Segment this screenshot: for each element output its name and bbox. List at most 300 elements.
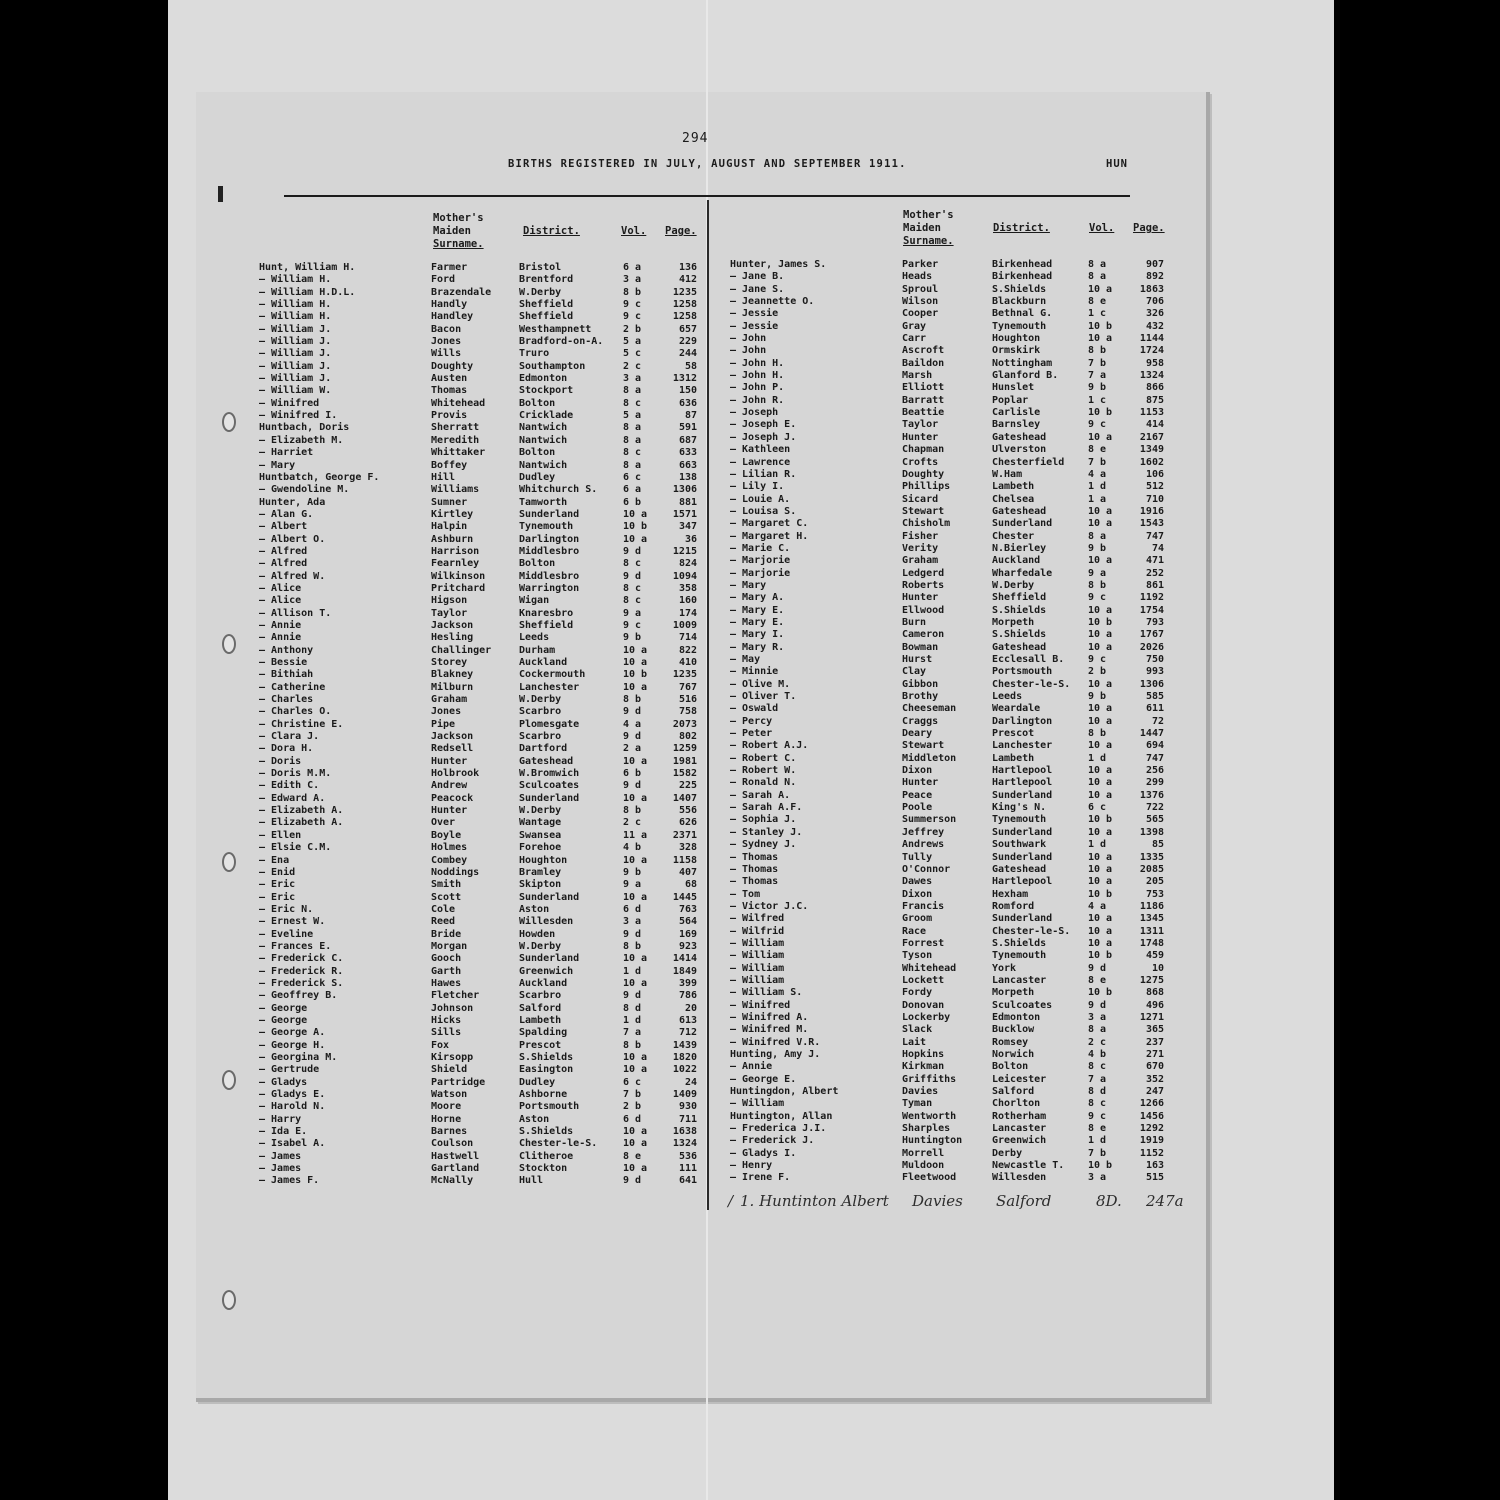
entry-maiden-surname: Andrews bbox=[902, 839, 945, 851]
entry-district: Morpeth bbox=[992, 616, 1035, 628]
entry-district: Lambeth bbox=[992, 752, 1035, 764]
entry-page: 160 bbox=[678, 595, 697, 607]
entry-maiden-surname: Parker bbox=[902, 259, 939, 270]
entry-district: Scarbro bbox=[519, 731, 562, 743]
entry-vol: 8 c bbox=[623, 595, 642, 607]
entry-page: 328 bbox=[678, 842, 697, 854]
entry-district: Sunderland bbox=[519, 792, 580, 804]
entry-maiden-surname: Sills bbox=[431, 1027, 462, 1039]
entry-name: — Joseph bbox=[730, 407, 779, 419]
entry-page: 1456 bbox=[1139, 1110, 1164, 1122]
entry-vol: 8 e bbox=[1088, 1123, 1107, 1135]
entry-maiden-surname: Noddings bbox=[431, 866, 480, 878]
entry-maiden-surname: Cole bbox=[431, 903, 456, 915]
entry-page: 591 bbox=[678, 422, 697, 434]
entry-name: — Minnie bbox=[730, 666, 779, 678]
entry-vol: 10 a bbox=[623, 681, 648, 693]
entry-vol: 6 d bbox=[623, 1113, 642, 1125]
entry-name: — Louie A. bbox=[730, 493, 791, 505]
entry-page: 1724 bbox=[1139, 345, 1164, 357]
entry-page: 1144 bbox=[1139, 333, 1164, 345]
entry-vol: 2 b bbox=[623, 1101, 642, 1113]
entry-vol: 9 c bbox=[1088, 592, 1107, 604]
entry-page: 36 bbox=[684, 533, 697, 545]
entry-district: Sculcoates bbox=[519, 780, 580, 792]
entry-vol: 9 d bbox=[623, 706, 642, 718]
entry-district: W.Derby bbox=[519, 940, 562, 952]
entry-name: — Mary A. bbox=[730, 592, 785, 604]
entry-vol: 8 b bbox=[623, 940, 642, 952]
entry-name: — Frederick C. bbox=[259, 953, 344, 965]
entry-maiden-surname: Storey bbox=[431, 657, 468, 668]
entry-maiden-surname: Gartland bbox=[431, 1163, 480, 1175]
entry-name: — Jessie bbox=[730, 320, 779, 332]
entry-name: — Elizabeth A. bbox=[259, 805, 344, 817]
entry-district: W.Ham bbox=[992, 468, 1023, 480]
entry-maiden-surname: Provis bbox=[431, 410, 468, 422]
entry-page: 687 bbox=[678, 434, 697, 446]
entry-name: — William J. bbox=[259, 348, 332, 360]
entry-vol: 9 b bbox=[623, 866, 642, 878]
entry-maiden-surname: Donovan bbox=[902, 999, 945, 1011]
entry-district: Leicester bbox=[992, 1073, 1047, 1085]
entry-vol: 10 a bbox=[1088, 518, 1113, 530]
entry-vol: 4 a bbox=[1088, 468, 1107, 480]
entry-page: 496 bbox=[1145, 999, 1164, 1011]
entry-district: Prescot bbox=[519, 1039, 562, 1051]
entry-maiden-surname: Boffey bbox=[431, 459, 468, 471]
entry-name: — George bbox=[259, 1014, 308, 1026]
entry-name: — Stanley J. bbox=[730, 826, 803, 838]
entry-district: Auckland bbox=[519, 657, 568, 668]
entry-page: 1235 bbox=[672, 669, 697, 681]
entry-district: Nottingham bbox=[992, 357, 1053, 369]
entry-name: — Oliver T. bbox=[730, 691, 797, 703]
entry-name: — James bbox=[259, 1150, 302, 1162]
entry-district: S.Shields bbox=[992, 937, 1047, 949]
entry-maiden-surname: Johnson bbox=[431, 1002, 474, 1014]
entry-maiden-surname: Shield bbox=[431, 1064, 468, 1076]
entry-maiden-surname: Marsh bbox=[902, 370, 933, 382]
entry-page: 2167 bbox=[1139, 431, 1164, 443]
entry-page: 875 bbox=[1145, 394, 1164, 406]
entry-name: — Mary R. bbox=[730, 641, 785, 653]
entry-vol: 3 a bbox=[623, 373, 642, 385]
entry-vol: 9 d bbox=[1088, 999, 1107, 1011]
entry-vol: 10 b bbox=[623, 669, 648, 681]
entry-maiden-surname: Graham bbox=[431, 694, 468, 706]
entry-district: Southwark bbox=[992, 839, 1047, 851]
entry-maiden-surname: Jackson bbox=[431, 619, 474, 631]
entry-page: 1849 bbox=[672, 965, 697, 977]
entry-vol: 8 b bbox=[1088, 579, 1107, 591]
entry-vol: 10 b bbox=[1088, 987, 1113, 999]
entry-maiden-surname: Jeffrey bbox=[902, 826, 945, 838]
entry-maiden-surname: Morgan bbox=[431, 940, 468, 952]
entry-page: 1414 bbox=[672, 953, 697, 965]
entry-maiden-surname: Groom bbox=[902, 913, 933, 925]
entry-vol: 8 a bbox=[1088, 259, 1107, 270]
entry-district: W.Derby bbox=[519, 286, 562, 298]
entry-name: — Edith C. bbox=[259, 780, 320, 792]
entry-district: Houghton bbox=[519, 854, 568, 866]
entry-maiden-surname: Watson bbox=[431, 1089, 468, 1101]
entry-district: Hartlepool bbox=[992, 765, 1053, 777]
entry-maiden-surname: Harrison bbox=[431, 545, 480, 557]
entry-district: Bucklow bbox=[992, 1024, 1035, 1036]
entry-name: — Ronald N. bbox=[730, 777, 797, 789]
entry-name: — Oswald bbox=[730, 703, 779, 715]
entry-name: — Elizabeth M. bbox=[259, 434, 344, 446]
entry-page: 722 bbox=[1145, 802, 1164, 814]
entry-district: Sunderland bbox=[992, 913, 1053, 925]
entry-maiden-surname: Whittaker bbox=[431, 447, 486, 459]
entry-vol: 8 a bbox=[1088, 1024, 1107, 1036]
entry-name: — Margaret H. bbox=[730, 530, 809, 542]
entry-district: Hartlepool bbox=[992, 876, 1053, 888]
entry-maiden-surname: Stewart bbox=[902, 740, 945, 752]
margin-mark bbox=[218, 186, 223, 202]
entry-maiden-surname: Dixon bbox=[902, 765, 933, 777]
entry-district: Wharfedale bbox=[992, 567, 1053, 579]
entry-district: W.Derby bbox=[519, 805, 562, 817]
entry-vol: 8 a bbox=[1088, 271, 1107, 283]
entry-district: Chelsea bbox=[992, 493, 1035, 505]
entry-page: 1271 bbox=[1139, 1011, 1164, 1023]
entry-name: — Percy bbox=[730, 715, 773, 727]
entry-page: 1158 bbox=[672, 854, 697, 866]
entry-district: Bramley bbox=[519, 866, 562, 878]
entry-page: 930 bbox=[678, 1101, 697, 1113]
entry-name: — Harriet bbox=[259, 447, 314, 459]
entry-vol: 10 a bbox=[623, 1052, 648, 1063]
entry-page: 106 bbox=[1145, 468, 1164, 480]
entry-name: — James bbox=[259, 1163, 302, 1175]
entry-vol: 9 c bbox=[1088, 419, 1107, 431]
entry-vol: 8 b bbox=[623, 694, 642, 706]
entry-maiden-surname: Hunter bbox=[902, 431, 939, 443]
entry-maiden-surname: Bacon bbox=[431, 323, 462, 335]
entry-vol: 6 a bbox=[623, 262, 642, 273]
entry-district: Bolton bbox=[519, 558, 556, 570]
entry-name: Hunting, Amy J. bbox=[730, 1049, 821, 1060]
entry-name: — Wilfred bbox=[730, 913, 785, 925]
entry-maiden-surname: Hesling bbox=[431, 632, 474, 644]
entry-vol: 8 c bbox=[623, 582, 642, 594]
entry-maiden-surname: Holmes bbox=[431, 842, 468, 854]
entry-vol: 9 c bbox=[623, 619, 642, 631]
entry-district: Newcastle T. bbox=[992, 1160, 1065, 1172]
entry-maiden-surname: Whitehead bbox=[431, 397, 486, 409]
entry-name: — Peter bbox=[730, 728, 773, 740]
entry-vol: 4 b bbox=[1088, 1049, 1107, 1060]
entry-name: — Robert C. bbox=[730, 752, 797, 764]
entry-name: — John R. bbox=[730, 394, 785, 406]
entry-maiden-surname: Partridge bbox=[431, 1076, 486, 1088]
entry-district: Ashborne bbox=[519, 1089, 568, 1101]
entry-name: — Jane B. bbox=[730, 271, 785, 283]
entry-district: Nantwich bbox=[519, 434, 568, 446]
punch-hole-icon bbox=[222, 412, 236, 432]
entry-vol: 10 a bbox=[1088, 851, 1113, 863]
entry-district: Morpeth bbox=[992, 987, 1035, 999]
entry-page: 2073 bbox=[672, 718, 697, 730]
entry-name: — William H. bbox=[259, 274, 332, 286]
entry-page: 636 bbox=[678, 397, 697, 409]
entry-maiden-surname: Jones bbox=[431, 336, 462, 348]
entry-page: 1345 bbox=[1139, 913, 1164, 925]
surname-code: HUN bbox=[1106, 158, 1128, 170]
entry-vol: 10 a bbox=[623, 644, 648, 656]
column-header-district: District. bbox=[523, 225, 580, 237]
entry-vol: 7 b bbox=[623, 1089, 642, 1101]
entry-name: — Albert bbox=[259, 521, 308, 533]
entry-name: — Gladys I. bbox=[730, 1147, 797, 1159]
entry-maiden-surname: Sproul bbox=[902, 283, 939, 295]
entry-name: — Olive M. bbox=[730, 678, 791, 690]
entry-district: Ormskirk bbox=[992, 345, 1041, 357]
entry-maiden-surname: Summerson bbox=[902, 814, 957, 826]
entry-maiden-surname: Hawes bbox=[431, 977, 462, 989]
entry-maiden-surname: Cheeseman bbox=[902, 703, 957, 715]
entry-district: Houghton bbox=[992, 333, 1041, 345]
entry-vol: 8 c bbox=[623, 558, 642, 570]
entry-name: — William bbox=[730, 950, 785, 962]
entry-page: 1259 bbox=[672, 743, 697, 755]
entry-maiden-surname: Austen bbox=[431, 373, 468, 385]
entry-name: — Gertrude bbox=[259, 1064, 320, 1076]
entry-maiden-surname: Roberts bbox=[902, 579, 945, 591]
entry-name: — Elizabeth A. bbox=[259, 817, 344, 829]
entry-maiden-surname: Kirtley bbox=[431, 508, 474, 520]
entry-district: Durham bbox=[519, 644, 556, 656]
entry-name: — John H. bbox=[730, 357, 785, 369]
entry-district: Wigan bbox=[519, 595, 550, 607]
entry-vol: 9 c bbox=[623, 311, 642, 323]
entry-district: Willesden bbox=[519, 916, 574, 928]
entry-maiden-surname: Francis bbox=[902, 900, 945, 912]
entry-page: 641 bbox=[678, 1175, 697, 1187]
entry-maiden-surname: Barnes bbox=[431, 1126, 468, 1138]
entry-name: — Frederick S. bbox=[259, 977, 344, 989]
entry-name: — William S. bbox=[730, 987, 803, 999]
entry-name: — Frederica J.I. bbox=[730, 1123, 827, 1135]
entry-page: 471 bbox=[1145, 555, 1164, 567]
entry-maiden-surname: Peacock bbox=[431, 792, 474, 804]
entry-vol: 9 b bbox=[1088, 691, 1107, 703]
entry-page: 1820 bbox=[672, 1052, 697, 1063]
column-header-page: Page. bbox=[1133, 222, 1165, 234]
entry-district: Romford bbox=[992, 900, 1035, 912]
entry-vol: 10 a bbox=[623, 755, 648, 767]
entry-page: 565 bbox=[1145, 814, 1164, 826]
entry-maiden-surname: McNally bbox=[431, 1175, 474, 1187]
entry-name: — Robert A.J. bbox=[730, 740, 809, 752]
entry-page: 410 bbox=[678, 657, 697, 668]
entry-district: Warrington bbox=[519, 582, 580, 594]
entry-name: — Clara J. bbox=[259, 731, 320, 743]
entry-maiden-surname: Lockett bbox=[902, 974, 945, 986]
punch-hole-icon bbox=[222, 1070, 236, 1090]
entry-name: — Thomas bbox=[730, 851, 779, 863]
entry-name: — Charles O. bbox=[259, 706, 332, 718]
entry-page: 907 bbox=[1145, 259, 1164, 270]
entry-maiden-surname: Williams bbox=[431, 484, 480, 496]
entry-district: S.Shields bbox=[519, 1052, 574, 1063]
entry-vol: 8 e bbox=[1088, 974, 1107, 986]
entry-name: Hunt, William H. bbox=[259, 262, 356, 273]
entry-district: Sunderland bbox=[992, 789, 1053, 801]
entry-page: 1602 bbox=[1139, 456, 1164, 468]
entry-page: 750 bbox=[1145, 654, 1164, 665]
entry-page: 1324 bbox=[672, 1138, 697, 1150]
entry-vol: 4 b bbox=[623, 842, 642, 854]
entry-page: 868 bbox=[1145, 987, 1164, 999]
entry-district: Wantage bbox=[519, 817, 562, 829]
entry-district: Ecclesall B. bbox=[992, 654, 1065, 665]
entry-district: Dartford bbox=[519, 743, 568, 755]
entry-page: 1863 bbox=[1139, 283, 1164, 295]
entry-maiden-surname: Thomas bbox=[431, 385, 468, 397]
entry-name: — Marjorie bbox=[730, 555, 791, 567]
entry-vol: 1 d bbox=[1088, 481, 1107, 493]
entry-maiden-surname: Ford bbox=[431, 274, 456, 286]
entry-name: — George A. bbox=[259, 1027, 326, 1039]
entry-page: 1398 bbox=[1139, 826, 1164, 838]
entry-name: — Harold N. bbox=[259, 1101, 326, 1113]
entry-vol: 8 d bbox=[623, 1002, 642, 1014]
entry-page: 1292 bbox=[1139, 1123, 1164, 1135]
entry-page: 694 bbox=[1145, 740, 1164, 752]
entry-name: — John H. bbox=[730, 370, 785, 382]
entry-vol: 10 a bbox=[623, 1126, 648, 1138]
entry-maiden-surname: Gray bbox=[902, 320, 927, 332]
entry-name: — Edward A. bbox=[259, 792, 326, 804]
entry-name: — Catherine bbox=[259, 681, 326, 693]
entry-vol: 6 b bbox=[623, 496, 642, 508]
entry-vol: 10 a bbox=[1088, 629, 1113, 641]
entry-name: — Irene F. bbox=[730, 1172, 791, 1184]
entry-vol: 11 a bbox=[623, 829, 648, 841]
entry-page: 229 bbox=[678, 336, 697, 348]
entry-vol: 7 b bbox=[1088, 357, 1107, 369]
entry-district: Weardale bbox=[992, 703, 1041, 715]
entry-page: 10 bbox=[1151, 962, 1164, 974]
entry-maiden-surname: Moore bbox=[431, 1101, 462, 1113]
entry-name: — John bbox=[730, 333, 767, 345]
entry-district: Sunderland bbox=[992, 851, 1053, 863]
entry-vol: 8 e bbox=[1088, 296, 1107, 308]
entry-vol: 9 d bbox=[623, 731, 642, 743]
entry-page: 1009 bbox=[672, 619, 697, 631]
entry-district: Westhampnett bbox=[519, 323, 592, 335]
entry-maiden-surname: Ledgerd bbox=[902, 567, 945, 579]
entry-page: 1407 bbox=[672, 792, 697, 804]
entry-page: 68 bbox=[684, 879, 697, 891]
entry-district: W.Derby bbox=[992, 579, 1035, 591]
entry-page: 407 bbox=[678, 866, 697, 878]
entry-maiden-surname: Doughty bbox=[431, 360, 474, 372]
entry-district: Chorlton bbox=[992, 1098, 1041, 1110]
entry-vol: 8 a bbox=[623, 459, 642, 471]
entry-maiden-surname: Andrew bbox=[431, 780, 468, 792]
entry-maiden-surname: Lait bbox=[902, 1036, 927, 1048]
entry-maiden-surname: Crofts bbox=[902, 456, 939, 468]
entry-district: Sheffield bbox=[519, 299, 574, 311]
entry-page: 1324 bbox=[1139, 370, 1164, 382]
entry-district: Chester-le-S. bbox=[992, 678, 1071, 690]
entry-vol: 5 c bbox=[623, 348, 642, 360]
entry-vol: 9 b bbox=[1088, 542, 1107, 554]
entry-maiden-surname: Chisholm bbox=[902, 518, 951, 530]
entry-district: Portsmouth bbox=[992, 666, 1053, 678]
entry-maiden-surname: Bride bbox=[431, 928, 462, 940]
entry-page: 753 bbox=[1145, 888, 1164, 900]
entry-page: 881 bbox=[678, 496, 697, 508]
entry-name: — Bessie bbox=[259, 657, 308, 668]
entry-page: 1335 bbox=[1139, 851, 1164, 863]
entry-vol: 8 d bbox=[1088, 1086, 1107, 1098]
entry-page: 87 bbox=[684, 410, 697, 422]
entry-maiden-surname: Garth bbox=[431, 965, 462, 977]
entry-maiden-surname: Scott bbox=[431, 891, 462, 903]
entry-name: — Alfred W. bbox=[259, 570, 326, 582]
entry-maiden-surname: Griffiths bbox=[902, 1073, 957, 1085]
entry-maiden-surname: Taylor bbox=[902, 419, 939, 431]
entry-name: — Geoffrey B. bbox=[259, 990, 338, 1002]
entry-vol: 6 d bbox=[623, 903, 642, 915]
entry-page: 786 bbox=[678, 990, 697, 1002]
entry-vol: 9 d bbox=[623, 545, 642, 557]
entry-vol: 6 c bbox=[623, 471, 642, 483]
entry-page: 299 bbox=[1145, 777, 1164, 789]
entry-district: Chester-le-S. bbox=[992, 925, 1071, 937]
entry-name: — William bbox=[730, 962, 785, 974]
entry-page: 1152 bbox=[1139, 1147, 1164, 1159]
entry-district: Forehoe bbox=[519, 842, 562, 854]
entry-district: Nantwich bbox=[519, 459, 568, 471]
entry-page: 138 bbox=[678, 471, 697, 483]
entry-district: Bolton bbox=[519, 397, 556, 409]
entry-vol: 10 a bbox=[623, 953, 648, 965]
entry-district: Gateshead bbox=[992, 641, 1047, 653]
entry-name: — Annie bbox=[259, 619, 302, 631]
entry-maiden-surname: Farmer bbox=[431, 262, 468, 273]
entry-name: — Robert W. bbox=[730, 765, 797, 777]
entry-page: 1916 bbox=[1139, 505, 1164, 517]
entry-name: — Alice bbox=[259, 595, 302, 607]
entry-district: Edmonton bbox=[519, 373, 568, 385]
entry-district: Sunderland bbox=[992, 826, 1053, 838]
entry-page: 767 bbox=[678, 681, 697, 693]
entry-vol: 7 b bbox=[1088, 456, 1107, 468]
column-header-district: District. bbox=[993, 222, 1050, 234]
entry-vol: 8 b bbox=[623, 1039, 642, 1051]
entry-vol: 10 b bbox=[1088, 616, 1113, 628]
entry-district: Portsmouth bbox=[519, 1101, 580, 1113]
entry-maiden-surname: Hill bbox=[431, 471, 456, 483]
entry-maiden-surname: Muldoon bbox=[902, 1160, 945, 1172]
entry-vol: 8 c bbox=[623, 397, 642, 409]
entry-maiden-surname: Higson bbox=[431, 595, 468, 607]
entry-district: Stockton bbox=[519, 1163, 568, 1175]
entry-page: 1258 bbox=[672, 311, 697, 323]
entry-district: Howden bbox=[519, 928, 556, 940]
entry-page: 1981 bbox=[672, 755, 697, 767]
entry-page: 2085 bbox=[1139, 863, 1164, 875]
entry-vol: 10 a bbox=[1088, 555, 1113, 567]
entry-maiden-surname: Blakney bbox=[431, 669, 474, 681]
